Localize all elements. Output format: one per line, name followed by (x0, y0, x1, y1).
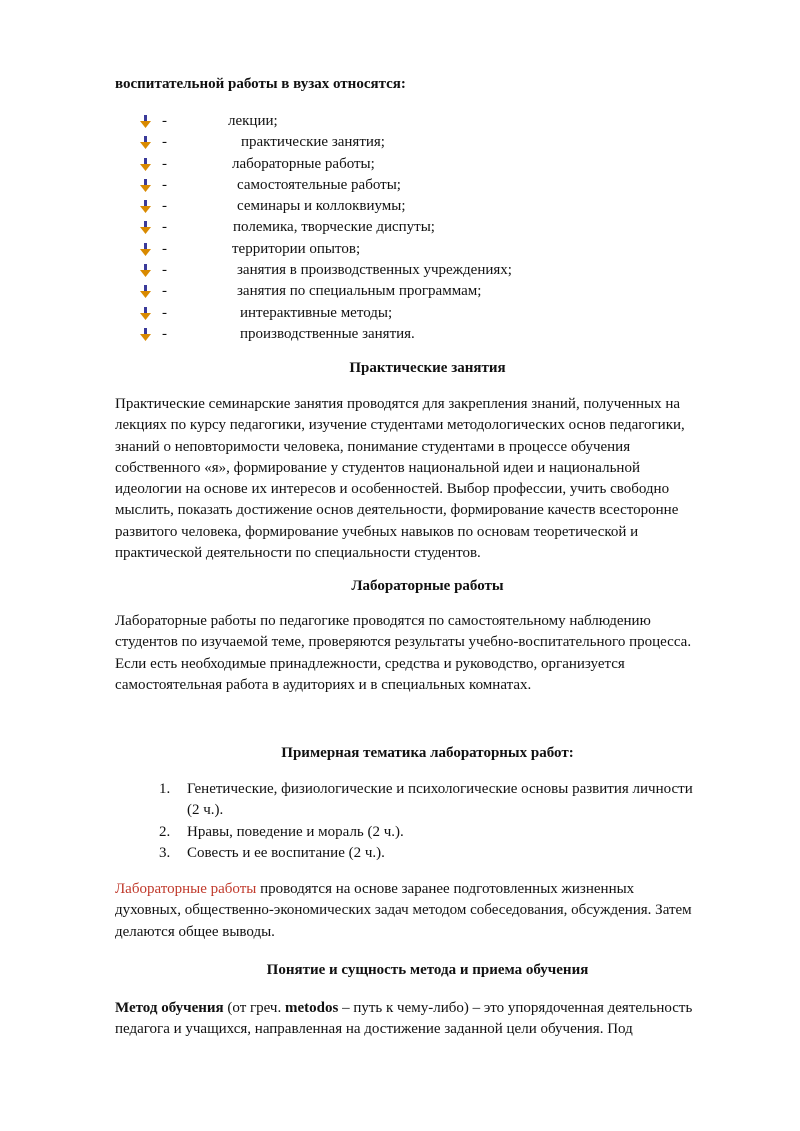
term-method: Метод обучения (115, 1000, 224, 1016)
topics-list (159, 779, 747, 864)
list-item: 3. Совесть и ее воспитание (2 ч.). (159, 844, 385, 861)
list-item-text: практические занятия; (241, 134, 385, 151)
list-item-text: территории опытов; (232, 240, 361, 257)
term-metodos: metodos (284, 1000, 339, 1016)
arrow-down-icon (140, 264, 151, 277)
list-item-text: интерактивные методы; (240, 304, 393, 321)
heading-lab: Лабораторные работы (351, 578, 504, 594)
list-item: 1. Генетические, физиологические и психологические основы развития личности (2 ч.). (159, 781, 693, 819)
arrow-down-icon (140, 285, 151, 298)
arrow-down-icon (140, 200, 151, 213)
arrow-down-icon (140, 307, 151, 320)
arrow-down-icon (140, 136, 151, 149)
intro-line: воспитательной работы в вузах относятся: (115, 76, 406, 92)
method-paragraph: Метод обучения (от греч. metodos – путь к чему-либо) – это упорядоченная деятельность педагога и учащихся, направленная на достижение заданной цели обучения. Под (115, 1000, 693, 1038)
arrow-down-icon (140, 158, 151, 171)
arrow-down-icon (140, 243, 151, 256)
arrow-down-icon (140, 115, 151, 128)
list-item-text: производственные занятия. (240, 325, 415, 342)
list-item-text: семинары и коллоквиумы; (237, 198, 406, 215)
lab-paragraph: Лабораторные работы по педагогике проводятся по самостоятельному наблюдению студентов по изучаемой теме, проверяются результаты учебно-воспитательного процесса. Если есть необходимые принадлежности, средства и руководство, организуется самостоятельная работа в аудиториях и в специальных комнатах. (115, 613, 692, 693)
arrow-down-icon (140, 179, 151, 192)
heading-practical: Практические занятия (349, 360, 506, 376)
list-item-text: полемика, творческие диспуты; (233, 219, 435, 236)
list-item-text: занятия по специальным программам; (237, 283, 482, 300)
arrow-down-icon (140, 221, 151, 234)
highlighted-term: Лабораторные работы (115, 881, 257, 897)
list-item-text: лабораторные работы; (232, 155, 375, 172)
lab-note-paragraph: Лабораторные работы проводятся на основе заранее подготовленных жизненных духовных, общественно-экономических задач методом собеседования, обсуждения. Затем делаются общее выводы. (115, 881, 692, 940)
arrow-down-icon (140, 328, 151, 341)
list-item-text: самостоятельные работы; (237, 176, 401, 193)
practical-paragraph: Практические семинарские занятия проводятся для закрепления знаний, полученных на лекциях по курсу педагогики, изучение студентами методологических основ педагогики, знаний о неповторимости человека, понимание студентами в процессе обучения собственного «я», формирование у студентов национальной идеи и национальной идеологии на основе их интересов и особенностей. Выбор профессии, учить свободно мыслить, показать достижение основ деятельности, формирование качеств всесторонне развитого человека, формирование учебных навыков по основам теоретической и практической деятельности по специальности студентов. (115, 396, 685, 562)
heading-topics: Примерная тематика лабораторных работ: (281, 745, 574, 761)
list-item-text: занятия в производственных учреждениях; (237, 262, 512, 279)
heading-method: Понятие и сущность метода и приема обучения (266, 962, 589, 978)
list-item: 2. Нравы, поведение и мораль (2 ч.). (159, 823, 404, 840)
list-item-text: лекции; (228, 113, 278, 129)
